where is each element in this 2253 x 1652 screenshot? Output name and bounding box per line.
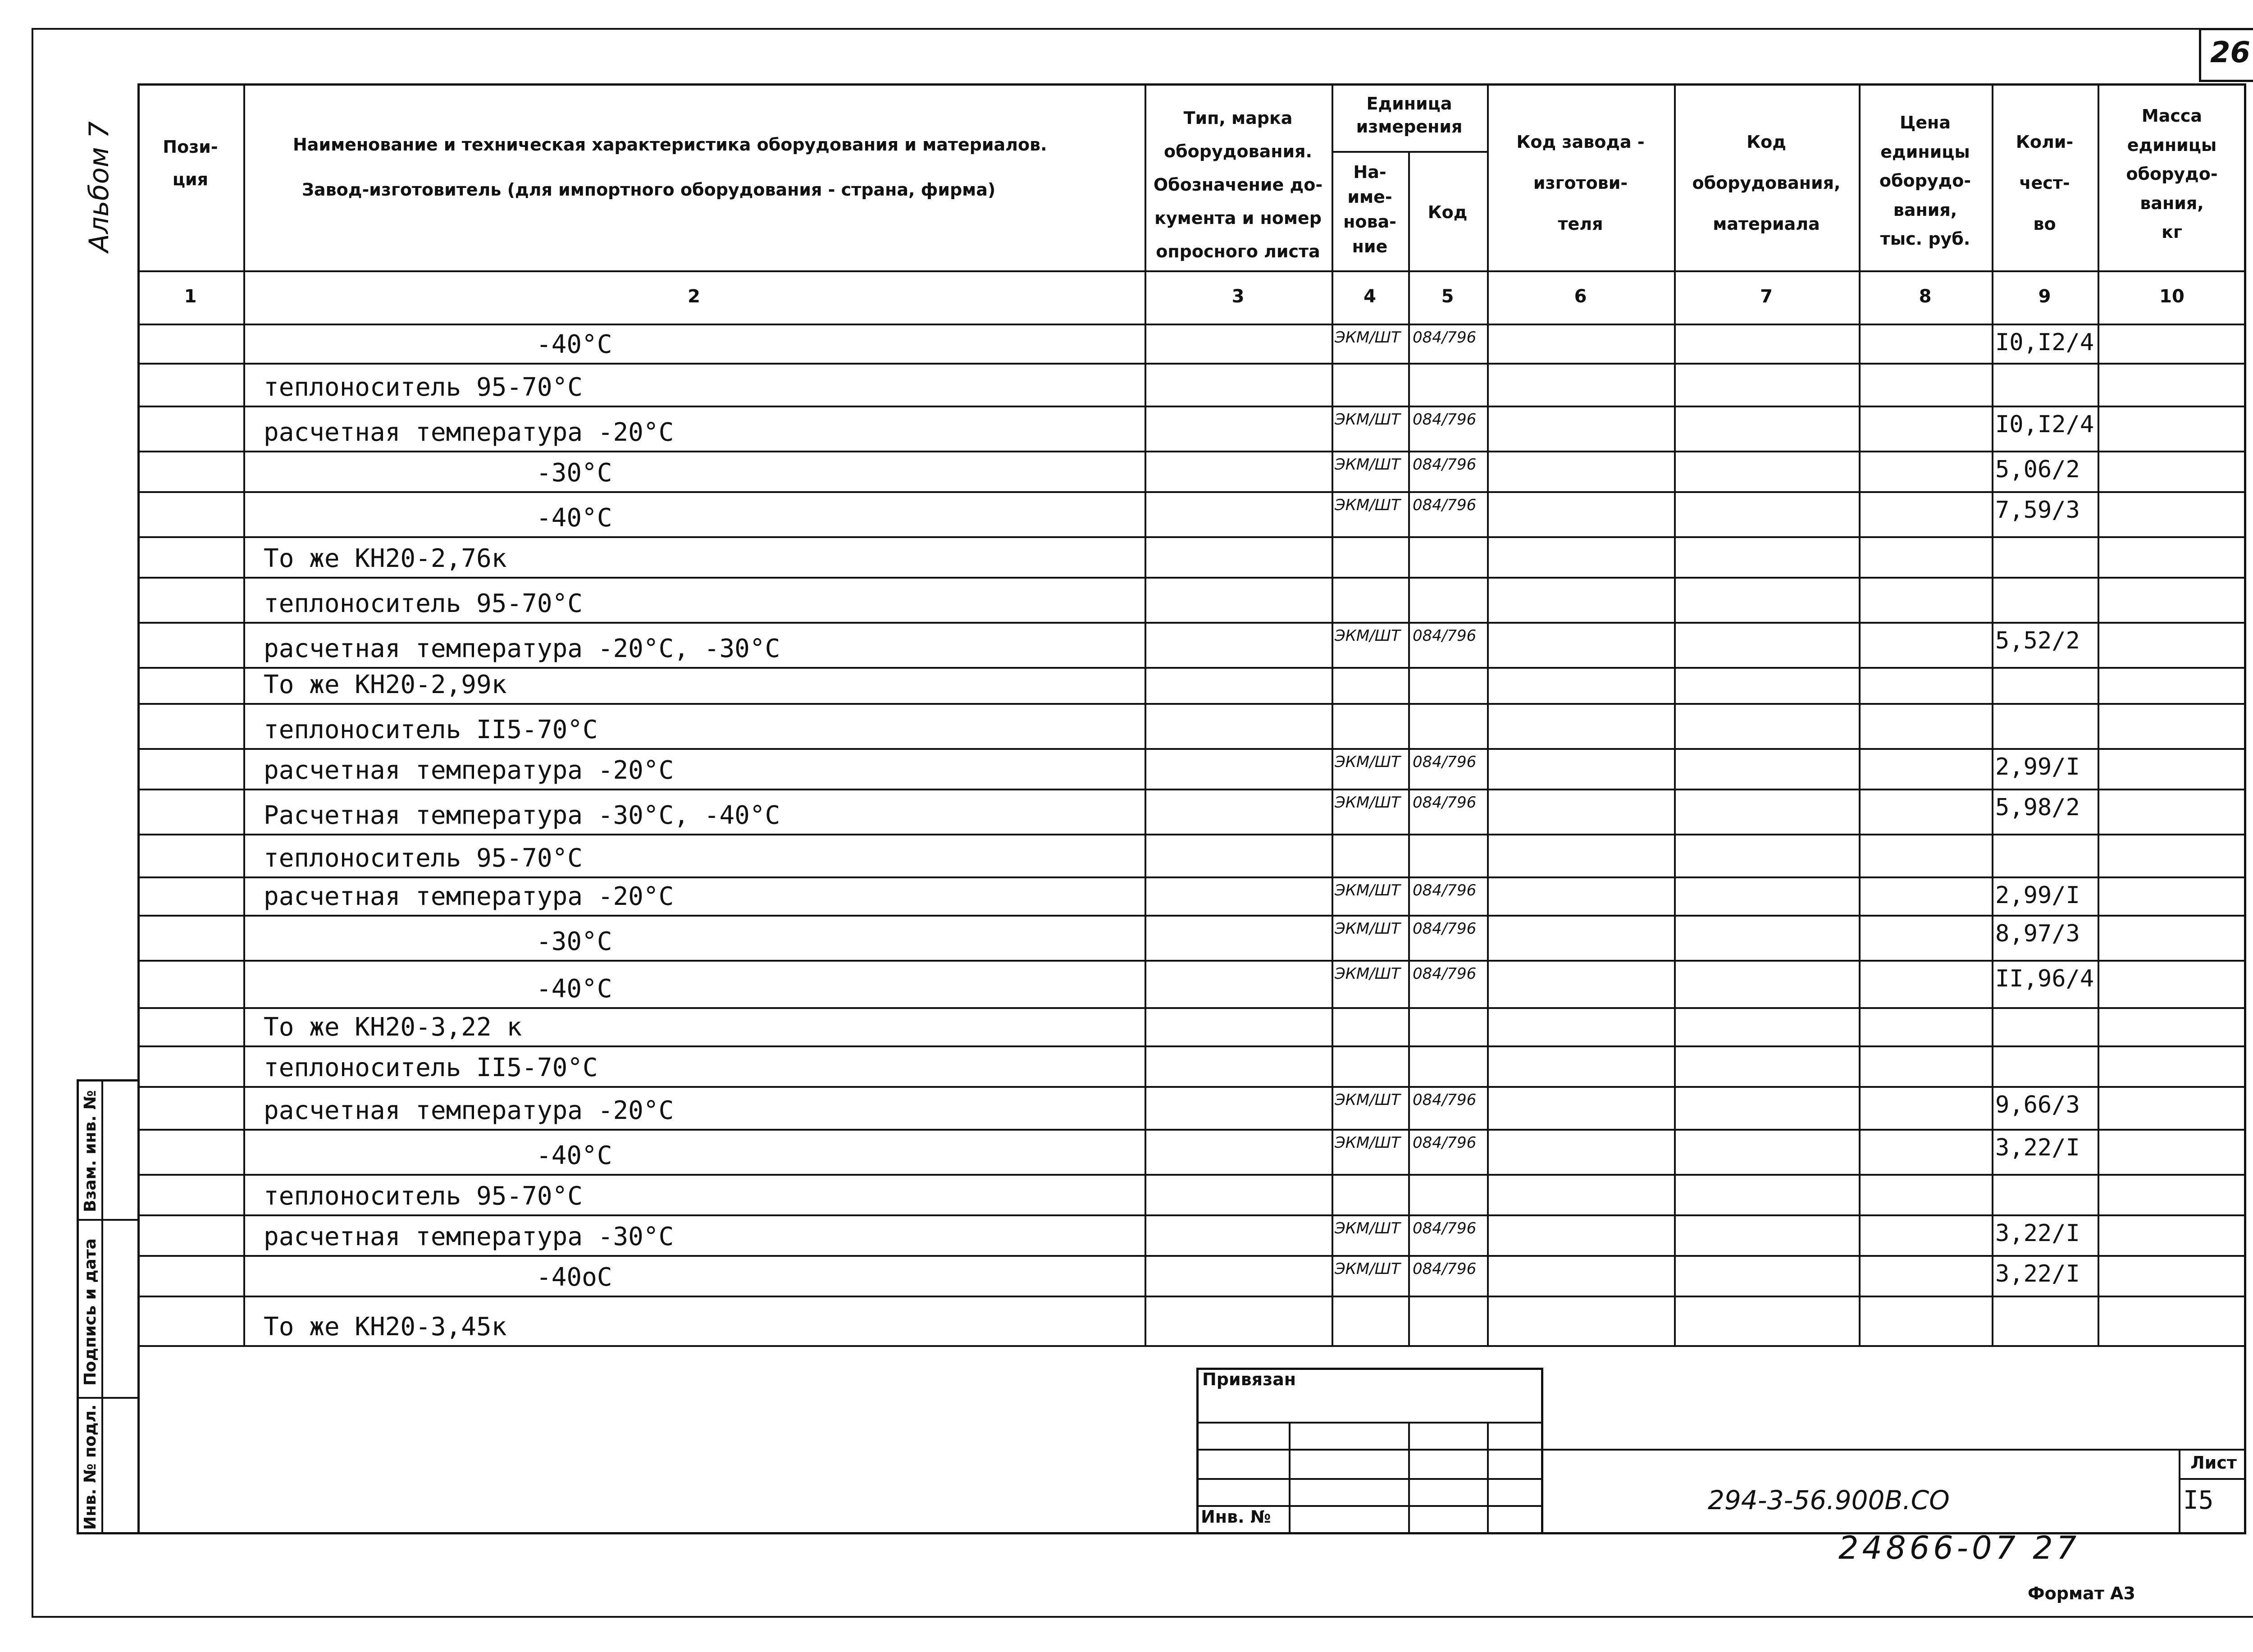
- stamp-vline-3: [1487, 1422, 1489, 1534]
- stamp-vline-2: [1408, 1422, 1410, 1534]
- hdr-equipment-code: Код оборудования, материала: [1692, 132, 1841, 234]
- row-name: То же КН20-3,45к: [264, 1312, 507, 1342]
- colnum-3: 3: [1231, 286, 1245, 307]
- col-line-6: [1674, 83, 1676, 1345]
- side-inv: Инв. № подл.: [81, 1404, 100, 1530]
- row-quantity: 5,06/2: [1995, 458, 2080, 481]
- colnum-2: 2: [688, 286, 700, 307]
- colnum-8: 8: [1919, 286, 1932, 307]
- row-quantity: II,96/4: [1995, 967, 2094, 990]
- row-quantity: 2,99/I: [1995, 884, 2080, 907]
- row-unit: ЭКМ/ШТ: [1335, 921, 1400, 936]
- col-line-9: [2098, 83, 2099, 1345]
- col-line-5: [1487, 83, 1489, 1345]
- row-unit-code: 084/796: [1413, 628, 1477, 643]
- side-stamp-sep-1: [77, 1219, 140, 1221]
- colnum-bottom-line: [137, 324, 2246, 325]
- corner-page-number: 26: [2210, 36, 2251, 69]
- colnum-9: 9: [2038, 286, 2051, 307]
- row-unit: ЭКМ/ШТ: [1335, 754, 1400, 770]
- row-quantity: 5,52/2: [1995, 629, 2080, 653]
- row-name: теплоноситель II5-70°C: [264, 1053, 598, 1082]
- colnum-6: 6: [1574, 286, 1587, 307]
- row-name: Расчетная температура -30°C, -40°C: [264, 801, 780, 830]
- stamp-vline-1: [1289, 1422, 1291, 1534]
- bottom-number: 24866-07 27: [1838, 1529, 2080, 1566]
- table-row: [137, 1007, 2246, 1009]
- row-unit-code: 084/796: [1413, 966, 1477, 981]
- row-name: -40°C: [536, 503, 612, 533]
- table-row: [137, 577, 2246, 579]
- row-name: То же КН20-2,76к: [264, 544, 507, 573]
- hdr-type: Тип, марка оборудования. Обозначение до- кумента и номер опросного листа: [1153, 108, 1323, 262]
- table-row: [137, 491, 2246, 493]
- row-quantity: 5,98/2: [1995, 796, 2080, 819]
- row-name: расчетная температура -20°C, -30°C: [264, 634, 780, 663]
- row-name: расчетная температура -20°C: [264, 882, 674, 911]
- col-line-3: [1332, 83, 1333, 1345]
- row-unit-code: 084/796: [1413, 921, 1477, 936]
- table-row: [137, 1086, 2246, 1088]
- table-row: [137, 1214, 2246, 1216]
- stamp-title-top: [1543, 1449, 2246, 1451]
- row-unit: ЭКМ/ШТ: [1335, 1092, 1400, 1108]
- row-name: -30°C: [536, 927, 612, 956]
- header-bottom-line: [137, 270, 2246, 272]
- table-row: [137, 876, 2246, 878]
- row-quantity: 3,22/I: [1995, 1222, 2080, 1245]
- row-quantity: 8,97/3: [1995, 922, 2080, 945]
- row-name: теплоноситель II5-70°C: [264, 715, 598, 744]
- row-unit: ЭКМ/ШТ: [1335, 497, 1400, 513]
- row-name: -30°C: [536, 458, 612, 488]
- hdr-unit-code: Код: [1428, 202, 1468, 222]
- table-row: [137, 451, 2246, 452]
- row-quantity: 9,66/3: [1995, 1093, 2080, 1117]
- table-row: [137, 1045, 2246, 1047]
- colnum-7: 7: [1760, 286, 1773, 307]
- colnum-4: 4: [1364, 286, 1376, 307]
- table-row: [137, 834, 2246, 835]
- row-name: теплоноситель 95-70°C: [264, 373, 583, 402]
- row-name: расчетная температура -30°C: [264, 1222, 674, 1251]
- col-line-8: [1992, 83, 1993, 1345]
- table-row: [137, 915, 2246, 917]
- row-unit-code: 084/796: [1413, 412, 1477, 427]
- table-row: [137, 622, 2246, 624]
- side-podpis: Подпись и дата: [81, 1238, 100, 1386]
- row-name: расчетная температура -20°C: [264, 1096, 674, 1125]
- row-unit-code: 084/796: [1413, 754, 1477, 770]
- table-body-bottom: [137, 1345, 2246, 1347]
- table-row: [137, 789, 2246, 790]
- row-quantity: 7,59/3: [1995, 498, 2080, 522]
- row-name: теплоноситель 95-70°C: [264, 589, 583, 618]
- side-stamp-divider: [101, 1079, 103, 1534]
- row-unit-code: 084/796: [1413, 457, 1477, 472]
- stamp-line-2: [1196, 1449, 1543, 1451]
- table-row: [137, 667, 2246, 669]
- row-unit: ЭКМ/ШТ: [1335, 1135, 1400, 1150]
- format-label: Формат А3: [2028, 1584, 2135, 1603]
- col-line-7: [1859, 83, 1861, 1345]
- row-unit: ЭКМ/ШТ: [1335, 966, 1400, 981]
- stamp-list-divider: [2179, 1449, 2180, 1534]
- colnum-1: 1: [184, 286, 197, 307]
- stamp-line-1: [1196, 1422, 1543, 1424]
- stamp-list-label: Лист: [2190, 1453, 2237, 1473]
- table-row: [137, 1255, 2246, 1257]
- table-row: [137, 748, 2246, 750]
- row-unit-code: 084/796: [1413, 1221, 1477, 1236]
- row-unit-code: 084/796: [1413, 1135, 1477, 1150]
- row-name: -40°C: [536, 330, 612, 359]
- row-name: -40°C: [536, 974, 612, 1004]
- row-quantity: I0,I2/4: [1995, 331, 2094, 354]
- side-stamp-sep-2: [77, 1397, 140, 1399]
- colnum-5: 5: [1441, 286, 1454, 307]
- table-row: [137, 1296, 2246, 1297]
- row-name: расчетная температура -20°C: [264, 418, 674, 447]
- table-row: [137, 536, 2246, 538]
- table-row: [137, 703, 2246, 705]
- row-name: То же КН20-2,99к: [264, 670, 507, 699]
- row-unit: ЭКМ/ШТ: [1335, 412, 1400, 427]
- table-row: [137, 406, 2246, 407]
- stamp-doc-code: 294-3-56.900В.СО: [1708, 1485, 1950, 1515]
- hdr-price: Цена единицы оборудо- вания, тыс. руб.: [1879, 113, 1971, 249]
- row-unit: ЭКМ/ШТ: [1335, 330, 1400, 345]
- hdr-mass: Масса единицы оборудо- вания, кг: [2126, 106, 2218, 242]
- hdr-name-line2: Завод-изготовитель (для импортного оборудования - страна, фирма): [302, 180, 996, 200]
- hdr-name-line1: Наименование и техническая характеристика оборудования и материалов.: [293, 135, 1047, 155]
- hdr-unit: Единица измерения: [1356, 94, 1463, 137]
- row-quantity: 3,22/I: [1995, 1262, 2080, 1286]
- stamp-privyazan: Привязан: [1202, 1369, 1296, 1389]
- row-unit-code: 084/796: [1413, 330, 1477, 345]
- row-name: То же КН20-3,22 к: [264, 1013, 522, 1042]
- stamp-list-number: I5: [2183, 1486, 2214, 1515]
- table-row: [137, 1174, 2246, 1176]
- row-name: теплоноситель 95-70°C: [264, 1182, 583, 1211]
- row-quantity: I0,I2/4: [1995, 413, 2094, 436]
- row-name: расчетная температура -20°C: [264, 756, 674, 785]
- stamp-inv-label: Инв. №: [1201, 1507, 1271, 1527]
- row-unit: ЭКМ/ШТ: [1335, 795, 1400, 810]
- table-row: [137, 1129, 2246, 1131]
- row-name: -40°C: [536, 1141, 612, 1170]
- row-quantity: 2,99/I: [1995, 755, 2080, 779]
- hdr-position: Пози- ция: [163, 137, 218, 190]
- colnum-10: 10: [2159, 286, 2185, 307]
- col-line-2: [1145, 83, 1146, 1345]
- hdr-unit-name: На- име- нова- ние: [1343, 162, 1396, 257]
- album-label: Альбом 7: [83, 121, 115, 252]
- row-unit: ЭКМ/ШТ: [1335, 1261, 1400, 1277]
- row-unit-code: 084/796: [1413, 795, 1477, 810]
- table-row: [137, 960, 2246, 962]
- row-unit-code: 084/796: [1413, 1261, 1477, 1277]
- row-unit-code: 084/796: [1413, 1092, 1477, 1108]
- row-unit: ЭКМ/ШТ: [1335, 457, 1400, 472]
- side-vzam: Взам. инв. №: [81, 1090, 100, 1212]
- hdr-factory-code: Код завода - изготови- теля: [1516, 132, 1645, 234]
- row-unit-code: 084/796: [1413, 883, 1477, 898]
- row-unit-code: 084/796: [1413, 497, 1477, 513]
- table-row: [137, 363, 2246, 365]
- row-name: -40оC: [536, 1263, 612, 1292]
- row-name: теплоноситель 95-70°C: [264, 844, 583, 873]
- hdr-quantity: Коли- чест- во: [2016, 132, 2074, 234]
- row-unit: ЭКМ/ШТ: [1335, 628, 1400, 643]
- row-quantity: 3,22/I: [1995, 1136, 2080, 1159]
- row-unit: ЭКМ/ШТ: [1335, 883, 1400, 898]
- col-line-1: [243, 83, 245, 1345]
- stamp-line-3: [1196, 1478, 1543, 1480]
- row-unit: ЭКМ/ШТ: [1335, 1221, 1400, 1236]
